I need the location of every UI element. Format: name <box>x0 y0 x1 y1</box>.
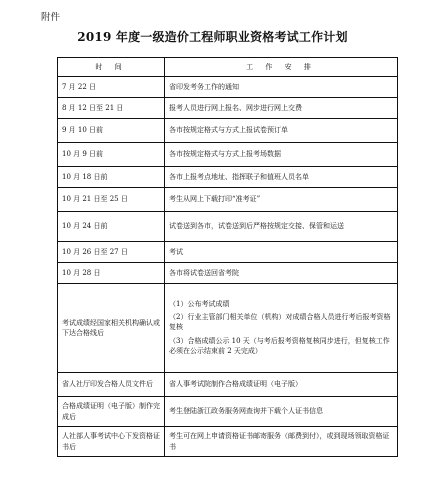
table-row <box>58 212 398 242</box>
table-row <box>58 397 398 427</box>
cell-work: 考试 <box>165 242 398 263</box>
table-row <box>58 427 398 457</box>
table-row <box>58 263 398 284</box>
column-header-work: 工 作 安 排 <box>165 58 398 77</box>
cell-work: 考生从网上下载打印“准考证” <box>165 188 398 212</box>
cell-work: 省印发考务工作的通知 <box>165 77 398 98</box>
cell-time: 10 月 26 日至 27 日 <box>58 242 165 263</box>
cell-time: 合格成绩证明（电子版）制作完成后 <box>58 397 165 427</box>
table-row <box>58 119 398 143</box>
cell-time: 7 月 22 日 <box>58 77 165 98</box>
cell-work: 各市按规定格式与方式上报试卷预订单 <box>165 119 398 143</box>
cell-time: 10 月 21 日至 25 日 <box>58 188 165 212</box>
cell-work: 考生可在网上申请资格证书邮寄服务（邮费到付），或到现场领取资格证书 <box>165 427 398 457</box>
cell-time: 人社部人事考试中心下发资格证书后 <box>58 427 165 457</box>
table-row <box>58 284 398 373</box>
table-row <box>58 143 398 167</box>
cell-time: 考试成绩经国家相关机构确认或下达合格线后 <box>58 284 165 373</box>
cell-time: 10 月 28 日 <box>58 263 165 284</box>
table-row <box>58 188 398 212</box>
work-item: （3）合格成绩公示 10 天（与考后报考资格复核同步进行，但复核工作必须在公示结束前 2 天完成） <box>169 336 390 355</box>
cell-time: 省人社厅印发合格人员文件后 <box>58 373 165 397</box>
table-header-row <box>58 58 398 77</box>
cell-time: 9 月 10 日前 <box>58 119 165 143</box>
cell-work: 各市将试卷送回省考院 <box>165 263 398 284</box>
work-item: （1）公布考试成绩 <box>169 300 230 309</box>
cell-work: 省人事考试院制作合格成绩证明（电子版） <box>165 373 398 397</box>
cell-work: 试卷送到各市，试卷送到后严格按规定交接、保管和运送 <box>165 212 398 242</box>
cell-work: 各市按规定格式与方式上报考场数据 <box>165 143 398 167</box>
table-row <box>58 242 398 263</box>
work-plan-table <box>57 57 398 457</box>
cell-time: 8 月 12 日至 21 日 <box>58 98 165 119</box>
cell-work: 报考人员进行网上报名、网步进行网上交费 <box>165 98 398 119</box>
table-row <box>58 98 398 119</box>
cell-time: 10 月 9 日前 <box>58 143 165 167</box>
work-item: （2）行业主管部门相关单位（机构）对成绩合格人员进行考后报考资格复核 <box>169 313 391 332</box>
cell-work: 各市上报考点地址、指挥联子和值班人员名单 <box>165 167 398 188</box>
attachment-label: 附件 <box>41 12 61 23</box>
table-row <box>58 77 398 98</box>
cell-work: 考生登陆浙江政务服务网查询并下载个人证书信息 <box>165 397 398 427</box>
table-row <box>58 373 398 397</box>
cell-work <box>165 284 398 373</box>
cell-time: 10 月 24 日前 <box>58 212 165 242</box>
column-header-time: 时 间 <box>58 58 165 77</box>
document-title: 2019 年度一级造价工程师职业资格考试工作计划 <box>77 30 348 44</box>
table-row <box>58 167 398 188</box>
cell-time: 10 月 18 日前 <box>58 167 165 188</box>
